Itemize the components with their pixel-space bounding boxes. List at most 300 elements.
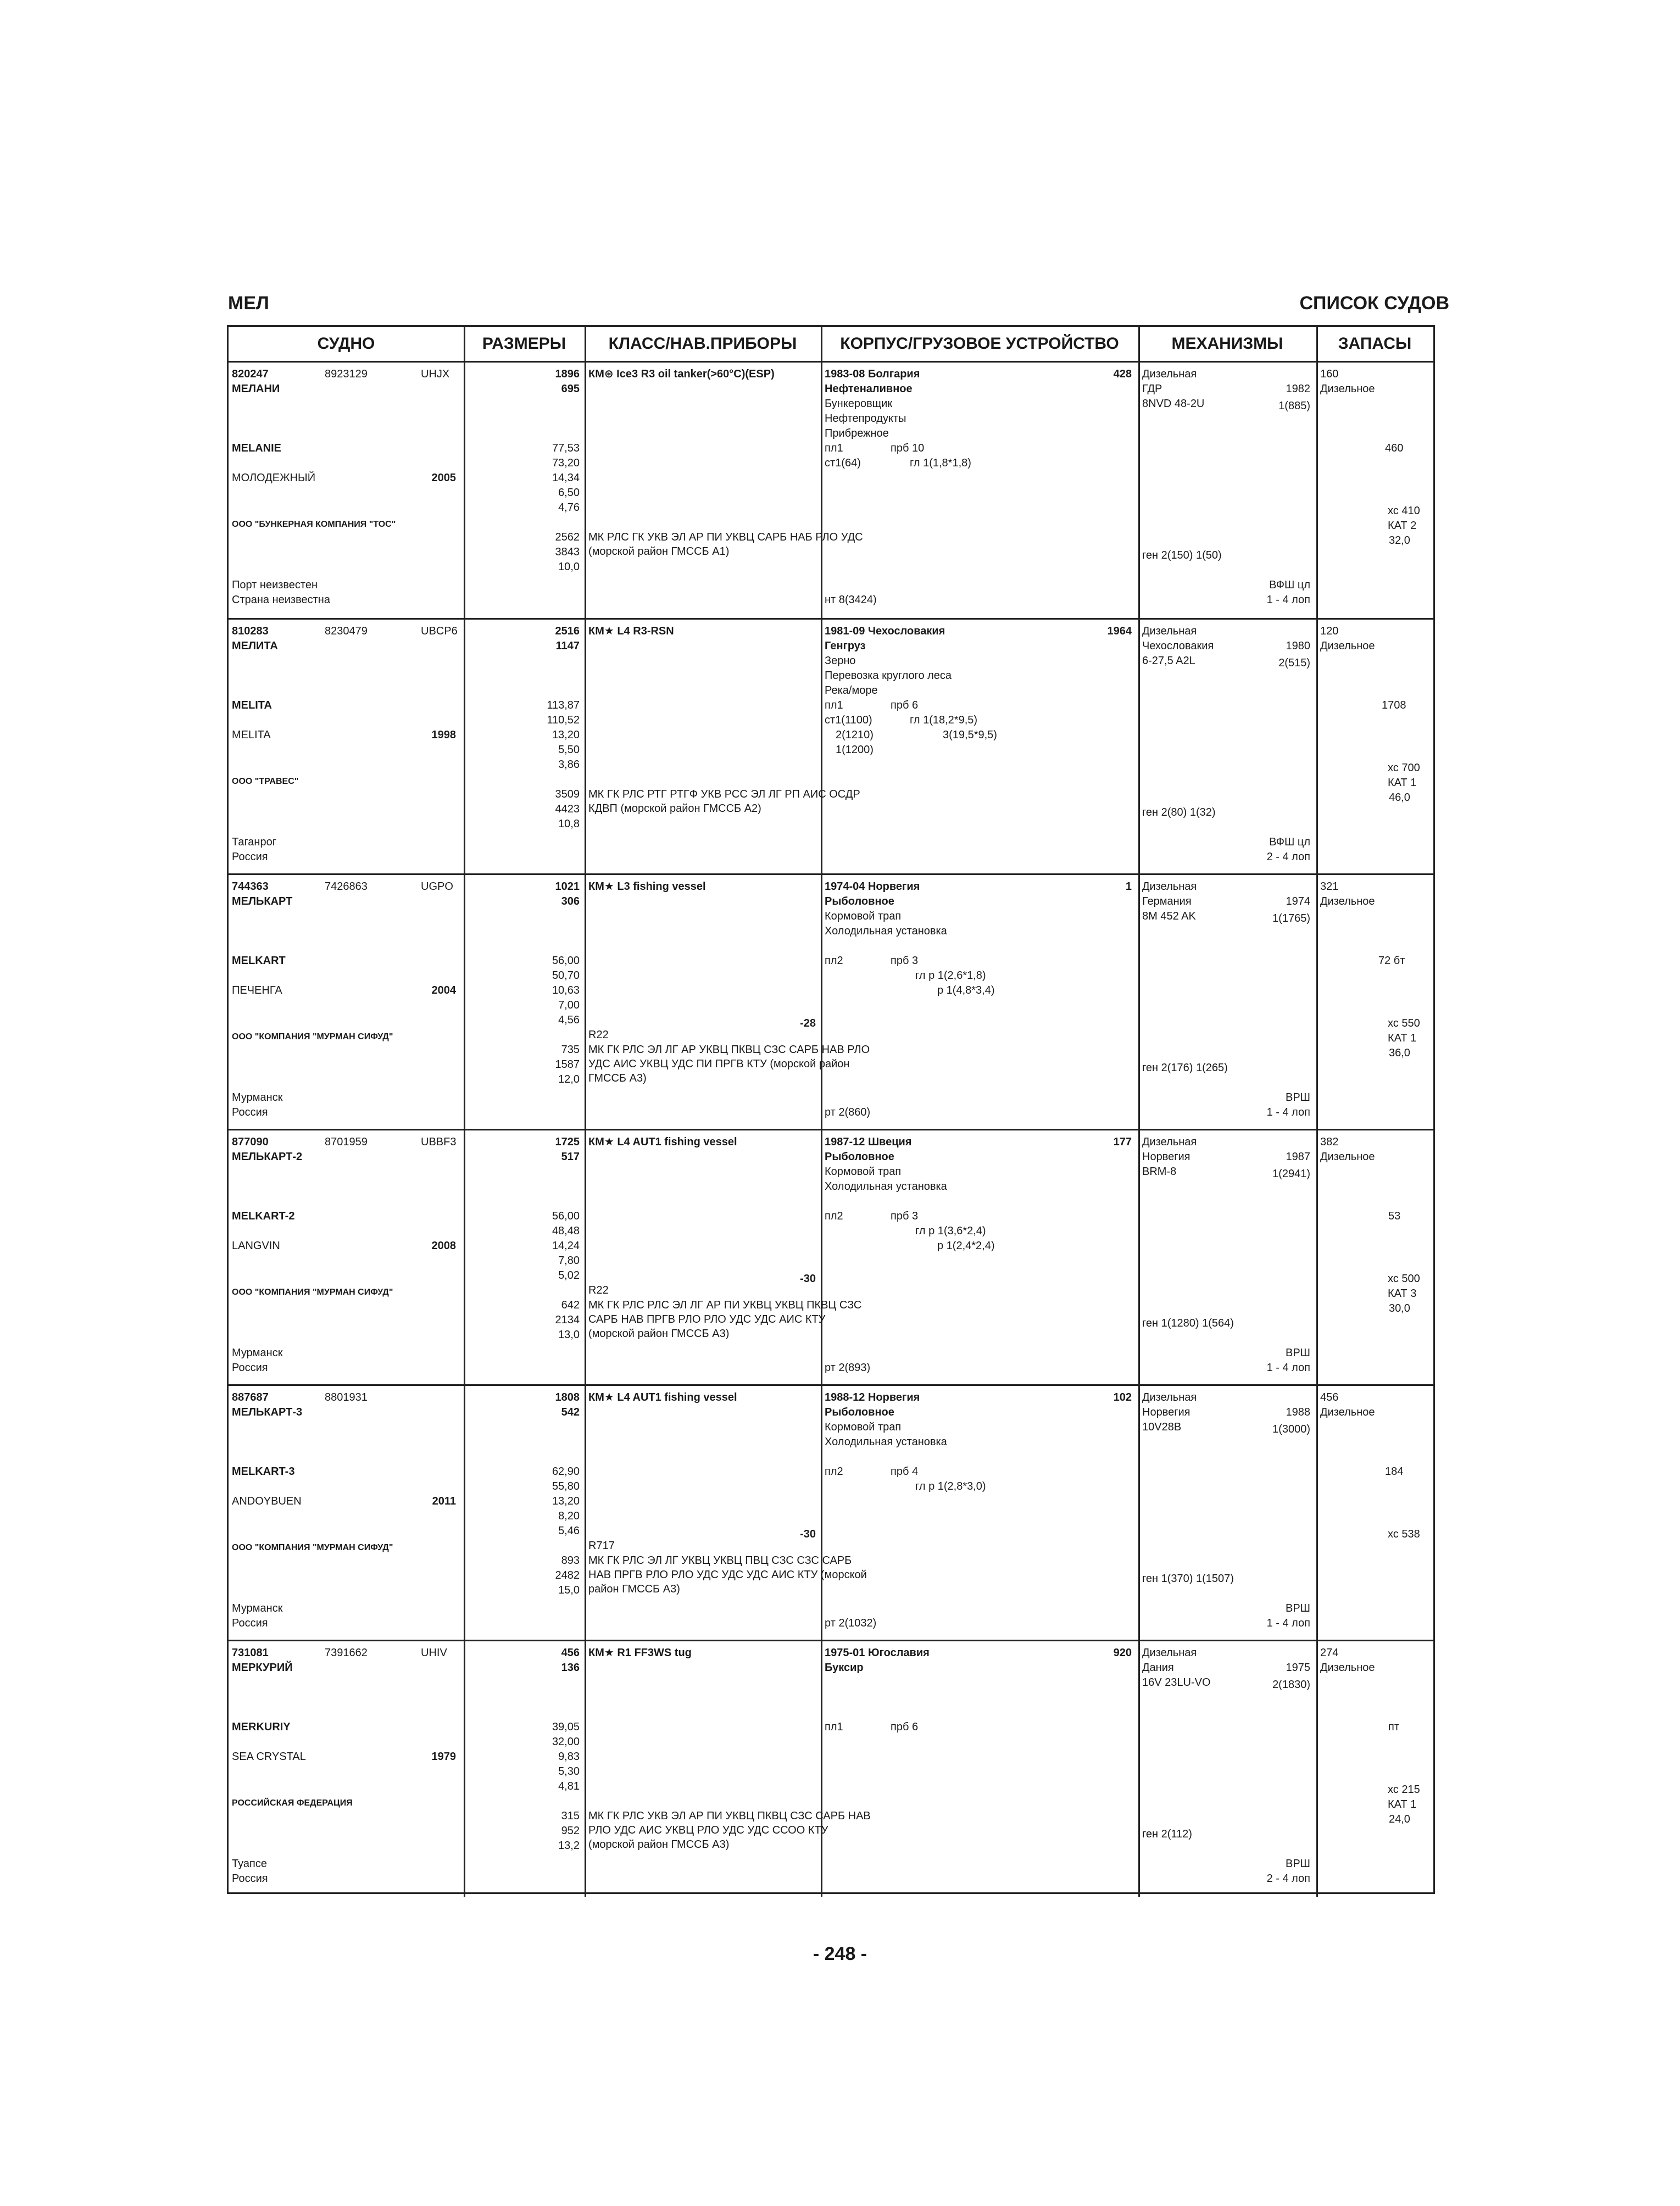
category: КАТ 3 xyxy=(1388,1288,1417,1300)
class-extra: R22 xyxy=(588,1029,609,1041)
engine-type: Дизельная xyxy=(1142,625,1197,637)
engine-model: BRM-8 xyxy=(1142,1166,1177,1178)
ship-country: Россия xyxy=(232,1362,268,1374)
dimension-value: 4,81 xyxy=(558,1780,580,1792)
ship-country: Россия xyxy=(232,851,268,863)
ship-previous-name: SEA CRYSTAL xyxy=(232,1751,306,1763)
dimension-value: 5,46 xyxy=(558,1525,580,1537)
generators: ген 1(370) 1(1507) xyxy=(1142,1573,1234,1585)
decks: пл1 xyxy=(825,699,843,711)
ship-imo: 8701959 xyxy=(325,1136,368,1148)
ship-previous-year: 2004 xyxy=(431,984,456,996)
yard-number: 1 xyxy=(1125,881,1132,893)
range: хс 500 xyxy=(1388,1273,1420,1285)
page-header-left: МЕЛ xyxy=(228,293,269,314)
column-divider xyxy=(585,875,586,1130)
water-capacity: 53 xyxy=(1388,1210,1401,1222)
ship-previous-name: МОЛОДЕЖНЫЙ xyxy=(232,472,316,484)
column-divider xyxy=(821,327,822,363)
engine-country: Норвегия xyxy=(1142,1151,1191,1163)
ship-latin-name: MELKART xyxy=(232,955,286,967)
hatch-2: р 1(4,8*3,4) xyxy=(937,984,995,996)
ship-name: МЕРКУРИЙ xyxy=(232,1662,293,1674)
cargo-tanks: нт 8(3424) xyxy=(825,594,877,606)
column-divider xyxy=(464,363,465,618)
water-capacity: 72 бт xyxy=(1378,955,1405,967)
dimension-value: 5,50 xyxy=(558,744,580,756)
dimension-value: 13,2 xyxy=(558,1840,580,1852)
ship-owner: ООО "КОМПАНИЯ "МУРМАН СИФУД" xyxy=(232,1543,393,1552)
class-extra: R717 xyxy=(588,1540,615,1552)
fuel-type: Дизельное xyxy=(1320,1151,1375,1163)
column-header-ship: СУДНО xyxy=(229,327,464,363)
page-header-right: СПИСОК СУДОВ xyxy=(1299,293,1449,314)
engine-country: ГДР xyxy=(1142,383,1162,395)
water-capacity: 460 xyxy=(1385,442,1404,454)
column-header-hull: КОРПУС/ГРУЗОВОЕ УСТРОЙСТВО xyxy=(821,327,1138,363)
ship-imo: 8923129 xyxy=(325,368,368,380)
build-date-country: 1974-04 Норвегия xyxy=(825,881,920,893)
propeller: ВРШ xyxy=(1285,1858,1310,1870)
dimension-value: 56,00 xyxy=(552,1210,580,1222)
ship-owner: ООО "ТРАВЕС" xyxy=(232,777,299,786)
dimension-value: 456 xyxy=(561,1647,580,1659)
class-notation: КМ★ L4 AUT1 fishing vessel xyxy=(588,1391,737,1403)
column-divider xyxy=(821,1641,822,1897)
column-divider xyxy=(585,1386,586,1641)
vessel-type: Рыболовное xyxy=(825,1406,894,1418)
ship-previous-year: 2011 xyxy=(432,1495,456,1507)
hold: ст1(64) xyxy=(825,457,861,469)
column-divider xyxy=(821,620,822,875)
dimension-value: 4,76 xyxy=(558,502,580,514)
ship-reg-number: 877090 xyxy=(232,1136,269,1148)
ship-previous-year: 1998 xyxy=(431,729,456,741)
cargo-tanks: рт 2(860) xyxy=(825,1106,871,1118)
ship-previous-year: 1979 xyxy=(431,1751,456,1763)
build-date-country: 1981-09 Чехословакия xyxy=(825,625,945,637)
column-divider xyxy=(464,1641,465,1897)
class-notation: КМ★ L3 fishing vessel xyxy=(588,881,706,893)
generators: ген 2(80) 1(32) xyxy=(1142,806,1216,818)
engine-power: 1(885) xyxy=(1278,400,1310,412)
water-capacity: пт xyxy=(1388,1721,1399,1733)
ship-previous-name: ПЕЧЕНГА xyxy=(232,984,282,996)
range: хс 410 xyxy=(1388,505,1420,517)
propeller-blades: 1 - 4 лоп xyxy=(1266,1617,1310,1629)
category: КАТ 1 xyxy=(1388,1032,1417,1044)
engine-year: 1987 xyxy=(1286,1151,1310,1163)
dimension-value: 56,00 xyxy=(552,955,580,967)
dimension-value: 73,20 xyxy=(552,457,580,469)
yard-number: 177 xyxy=(1113,1136,1132,1148)
ship-previous-name: ANDOYBUEN xyxy=(232,1495,302,1507)
engine-type: Дизельная xyxy=(1142,1391,1197,1403)
navigation-equipment: МК ГК РЛС РЛС ЭЛ ЛГ АР ПИ УКВЦ УКВЦ ПКВЦ СЗС САРБ НАВ ПРГВ РЛО РЛО УДС УДС АИС КТУ (морской район ГМССБ А3) xyxy=(588,1299,862,1340)
ice-temperature: -30 xyxy=(800,1273,816,1285)
hatch-2: р 1(2,4*2,4) xyxy=(937,1240,995,1252)
dimension-value: 7,00 xyxy=(558,999,580,1011)
ice-temperature: -28 xyxy=(800,1017,816,1029)
vessel-purpose: Нефтепродукты xyxy=(825,413,906,425)
deck-detail: прб 6 xyxy=(891,1721,919,1733)
category-value: 32,0 xyxy=(1389,534,1410,547)
category: КАТ 2 xyxy=(1388,520,1417,532)
fuel-capacity: 160 xyxy=(1320,368,1339,380)
dimension-value: 1725 xyxy=(555,1136,580,1148)
ice-temperature: -30 xyxy=(800,1528,816,1540)
class-extra: R22 xyxy=(588,1284,609,1296)
build-date-country: 1988-12 Норвегия xyxy=(825,1391,920,1403)
dimension-value: 15,0 xyxy=(558,1584,580,1596)
engine-model: 8M 452 AK xyxy=(1142,910,1196,922)
decks: пл2 xyxy=(825,955,843,967)
propeller-blades: 2 - 4 лоп xyxy=(1266,1873,1310,1885)
propeller-blades: 1 - 4 лоп xyxy=(1266,1106,1310,1118)
ship-call-sign: UHIV xyxy=(421,1647,447,1659)
dimension-value: 39,05 xyxy=(552,1721,580,1733)
vessel-purpose: Бункеровщик xyxy=(825,398,893,410)
vessel-type: Рыболовное xyxy=(825,1151,894,1163)
range: хс 550 xyxy=(1388,1017,1420,1029)
dimension-value: 10,63 xyxy=(552,984,580,996)
dimension-value: 1896 xyxy=(555,368,580,380)
dimension-value: 1021 xyxy=(555,881,580,893)
dimension-value: 5,30 xyxy=(558,1765,580,1778)
range: хс 700 xyxy=(1388,762,1420,774)
dimension-value: 12,0 xyxy=(558,1073,580,1085)
ship-port: Мурманск xyxy=(232,1347,283,1359)
ship-previous-name: MELITA xyxy=(232,729,271,741)
dimension-value: 32,00 xyxy=(552,1736,580,1748)
dimension-value: 315 xyxy=(561,1810,580,1822)
ship-name: МЕЛЬКАРТ-3 xyxy=(232,1406,303,1418)
decks: пл2 xyxy=(825,1466,843,1478)
dimension-value: 2134 xyxy=(555,1314,580,1326)
dimension-value: 10,8 xyxy=(558,818,580,830)
deck-detail: прб 3 xyxy=(891,955,919,967)
class-notation: КМ⊛ Ice3 R3 oil tanker(>60°C)(ESP) xyxy=(588,368,775,380)
ship-record xyxy=(229,1640,1433,1897)
column-header-stores: ЗАПАСЫ xyxy=(1316,327,1433,363)
dimension-value: 1147 xyxy=(555,640,580,652)
range: хс 215 xyxy=(1388,1784,1420,1796)
ship-latin-name: MELKART-3 xyxy=(232,1466,295,1478)
ship-name: МЕЛИТА xyxy=(232,640,278,652)
dimension-value: 113,87 xyxy=(547,699,580,711)
ship-reg-number: 810283 xyxy=(232,625,269,637)
cargo-tanks: рт 2(1032) xyxy=(825,1617,877,1629)
column-divider xyxy=(1138,363,1140,618)
fuel-capacity: 120 xyxy=(1320,625,1339,637)
ship-call-sign: UBCP6 xyxy=(421,625,458,637)
column-divider xyxy=(1316,363,1318,618)
dimension-value: 952 xyxy=(561,1825,580,1837)
vessel-purpose: Перевозка круглого леса xyxy=(825,670,952,682)
dimension-value: 7,80 xyxy=(558,1255,580,1267)
dimension-value: 5,02 xyxy=(558,1269,580,1282)
dimension-value: 110,52 xyxy=(547,714,580,726)
fuel-type: Дизельное xyxy=(1320,640,1375,652)
ship-reg-number: 887687 xyxy=(232,1391,269,1403)
ship-port: Мурманск xyxy=(232,1602,283,1614)
dimension-value: 2516 xyxy=(555,625,580,637)
vessel-type: Буксир xyxy=(825,1662,864,1674)
decks: пл2 xyxy=(825,1210,843,1222)
engine-model: 16V 23LU-VO xyxy=(1142,1676,1211,1689)
yard-number: 428 xyxy=(1113,368,1132,380)
ship-owner: ООО "БУНКЕРНАЯ КОМПАНИЯ "ТОС" xyxy=(232,520,396,529)
column-divider xyxy=(1316,1130,1318,1386)
navigation-equipment: МК ГК РЛС ЭЛ ЛГ УКВЦ УКВЦ ПВЦ СЗС СЗС САРБ НАВ ПРГВ РЛО РЛО УДС УДС УДС АИС КТУ (морской район ГМССБ А3) xyxy=(588,1555,867,1595)
deck-detail: прб 3 xyxy=(891,1210,919,1222)
dimension-value: 13,20 xyxy=(552,729,580,741)
dimension-value: 10,0 xyxy=(558,561,580,573)
engine-year: 1980 xyxy=(1286,640,1310,652)
ship-owner: ООО "КОМПАНИЯ "МУРМАН СИФУД" xyxy=(232,1288,393,1297)
propeller-blades: 1 - 4 лоп xyxy=(1266,1362,1310,1374)
deck-detail: прб 10 xyxy=(891,442,925,454)
engine-country: Чехословакия xyxy=(1142,640,1214,652)
vessel-purpose: Зерно xyxy=(825,655,856,667)
hatch: гл 1(1,8*1,8) xyxy=(910,457,971,469)
class-notation: КМ★ L4 AUT1 fishing vessel xyxy=(588,1136,737,1148)
yard-number: 1964 xyxy=(1107,625,1132,637)
hatch: гл р 1(2,8*3,0) xyxy=(915,1480,986,1492)
category: КАТ 1 xyxy=(1388,777,1417,789)
dimension-value: 48,48 xyxy=(552,1225,580,1237)
dimension-value: 6,50 xyxy=(558,487,580,499)
dimension-value: 4,56 xyxy=(558,1014,580,1026)
vessel-purpose: Прибрежное xyxy=(825,427,889,439)
fuel-capacity: 321 xyxy=(1320,881,1339,893)
engine-type: Дизельная xyxy=(1142,1647,1197,1659)
engine-type: Дизельная xyxy=(1142,368,1197,380)
ship-latin-name: MELANIE xyxy=(232,442,281,454)
build-date-country: 1987-12 Швеция xyxy=(825,1136,912,1148)
ship-reg-number: 820247 xyxy=(232,368,269,380)
build-date-country: 1983-08 Болгария xyxy=(825,368,920,380)
column-header-class: КЛАСС/НАВ.ПРИБОРЫ xyxy=(585,327,821,363)
ship-record xyxy=(229,873,1433,1130)
ship-port: Таганрог xyxy=(232,836,277,848)
propeller: ВРШ xyxy=(1285,1091,1310,1104)
deck-detail: прб 6 xyxy=(891,699,919,711)
ship-call-sign: UBBF3 xyxy=(421,1136,457,1148)
column-divider xyxy=(821,1130,822,1386)
column-divider xyxy=(585,1130,586,1386)
engine-type: Дизельная xyxy=(1142,881,1197,893)
dimension-value: 8,20 xyxy=(558,1510,580,1522)
decks: пл1 xyxy=(825,442,843,454)
column-divider xyxy=(1138,875,1140,1130)
ship-call-sign: UGPO xyxy=(421,881,453,893)
column-divider xyxy=(1138,620,1140,875)
column-divider xyxy=(1316,1641,1318,1897)
engine-country: Дания xyxy=(1142,1662,1174,1674)
ship-port: Туапсе xyxy=(232,1858,267,1870)
engine-type: Дизельная xyxy=(1142,1136,1197,1148)
ship-country: Россия xyxy=(232,1106,268,1118)
dimension-value: 3509 xyxy=(555,788,580,800)
engine-year: 1982 xyxy=(1286,383,1310,395)
hatch: гл р 1(2,6*1,8) xyxy=(915,970,986,982)
vessel-purpose: Кормовой трап xyxy=(825,910,902,922)
column-header-machinery: МЕХАНИЗМЫ xyxy=(1138,327,1316,363)
column-divider xyxy=(1138,1641,1140,1897)
fuel-capacity: 456 xyxy=(1320,1391,1339,1403)
fuel-capacity: 274 xyxy=(1320,1647,1339,1659)
ship-imo: 7426863 xyxy=(325,881,368,893)
generators: ген 2(176) 1(265) xyxy=(1142,1062,1228,1074)
ship-record xyxy=(229,363,1433,618)
column-divider xyxy=(464,1386,465,1641)
ship-previous-year: 2005 xyxy=(431,472,456,484)
vessel-type: Генгруз xyxy=(825,640,866,652)
navigation-equipment: МК ГК РЛС ЭЛ ЛГ АР УКВЦ ПКВЦ СЗС САРБ НАВ РЛО УДС АИС УКВЦ УДС ПИ ПРГВ КТУ (морской район ГМССБ А3) xyxy=(588,1044,870,1084)
fuel-type: Дизельное xyxy=(1320,1662,1375,1674)
fuel-capacity: 382 xyxy=(1320,1136,1339,1148)
ship-previous-year: 2008 xyxy=(431,1240,456,1252)
category-value: 30,0 xyxy=(1389,1302,1410,1314)
ship-latin-name: MELITA xyxy=(232,699,272,711)
column-divider xyxy=(585,620,586,875)
hold: ст1(1100) xyxy=(825,714,872,726)
vessel-purpose: Река/море xyxy=(825,684,878,697)
category-value: 24,0 xyxy=(1389,1813,1410,1825)
ship-country: Страна неизвестна xyxy=(232,594,330,606)
build-date-country: 1975-01 Югославия xyxy=(825,1647,930,1659)
dimension-value: 3,86 xyxy=(558,759,580,771)
ship-latin-name: MELKART-2 xyxy=(232,1210,295,1222)
ship-latin-name: MERKURIY xyxy=(232,1721,291,1733)
engine-country: Норвегия xyxy=(1142,1406,1191,1418)
ship-country: Россия xyxy=(232,1617,268,1629)
ship-record xyxy=(229,1384,1433,1641)
propeller: ВРШ xyxy=(1285,1602,1310,1614)
ship-owner: ООО "КОМПАНИЯ "МУРМАН СИФУД" xyxy=(232,1032,393,1041)
column-divider xyxy=(464,327,465,363)
category-value: 36,0 xyxy=(1389,1047,1410,1059)
ship-imo: 7391662 xyxy=(325,1647,368,1659)
column-divider xyxy=(821,1386,822,1641)
generators: ген 2(112) xyxy=(1142,1828,1192,1840)
propeller: ВРШ xyxy=(1285,1347,1310,1359)
propeller: ВФШ цл xyxy=(1269,836,1310,848)
dimension-value: 642 xyxy=(561,1299,580,1311)
vessel-type: Рыболовное xyxy=(825,895,894,907)
engine-country: Германия xyxy=(1142,895,1192,907)
range: хс 538 xyxy=(1388,1528,1420,1540)
ship-record xyxy=(229,618,1433,875)
dimension-value: 9,83 xyxy=(558,1751,580,1763)
ship-previous-name: LANGVIN xyxy=(232,1240,280,1252)
propeller-blades: 1 - 4 лоп xyxy=(1266,594,1310,606)
engine-model: 8NVD 48-2U xyxy=(1142,398,1205,410)
generators: ген 2(150) 1(50) xyxy=(1142,549,1222,561)
hatch-2: 3(19,5*9,5) xyxy=(943,729,997,741)
ship-record xyxy=(229,1129,1433,1386)
engine-year: 1988 xyxy=(1286,1406,1310,1418)
dimension-value: 2562 xyxy=(555,531,580,543)
navigation-equipment: МК ГК РЛС УКВ ЭЛ АР ПИ УКВЦ ПКВЦ СЗС САРБ НАВ РЛО УДС АИС УКВЦ РЛО УДС УДС ССОО КТУ (морской район ГМССБ А3) xyxy=(588,1810,871,1851)
dimension-value: 4423 xyxy=(555,803,580,815)
hatch: гл 1(18,2*9,5) xyxy=(910,714,978,726)
vessel-purpose: Холодильная установка xyxy=(825,925,947,937)
engine-power: 2(515) xyxy=(1278,657,1310,669)
dimension-value: 1808 xyxy=(555,1391,580,1403)
navigation-equipment: МК ГК РЛС РТГ РТГФ УКВ РСС ЭЛ ЛГ РП АИС ОСДР КДВП (морской район ГМССБ А2) xyxy=(588,788,860,815)
ship-reg-number: 744363 xyxy=(232,881,269,893)
dimension-value: 14,24 xyxy=(552,1240,580,1252)
engine-model: 6-27,5 A2L xyxy=(1142,655,1195,667)
ship-owner: РОССИЙСКАЯ ФЕДЕРАЦИЯ xyxy=(232,1798,353,1808)
page-number: - 248 - xyxy=(813,1943,867,1964)
deck-detail: прб 4 xyxy=(891,1466,919,1478)
column-divider xyxy=(585,327,586,363)
water-capacity: 1708 xyxy=(1382,699,1406,711)
vessel-purpose: Кормовой трап xyxy=(825,1421,902,1433)
category-value: 46,0 xyxy=(1389,792,1410,804)
vessel-type: Нефтеналивное xyxy=(825,383,913,395)
vessel-purpose: Холодильная установка xyxy=(825,1436,947,1448)
column-divider xyxy=(1138,327,1140,363)
dimension-value: 1587 xyxy=(555,1059,580,1071)
column-divider xyxy=(585,363,586,618)
class-notation: КМ★ R1 FF3WS tug xyxy=(588,1647,692,1659)
ship-imo: 8801931 xyxy=(325,1391,368,1403)
dimension-value: 13,20 xyxy=(552,1495,580,1507)
hold-2: 2(1210) xyxy=(836,729,874,741)
dimension-value: 136 xyxy=(561,1662,580,1674)
dimension-value: 517 xyxy=(561,1151,580,1163)
column-divider xyxy=(464,1130,465,1386)
ship-name: МЕЛЬКАРТ-2 xyxy=(232,1151,303,1163)
column-divider xyxy=(1316,327,1318,363)
dimension-value: 893 xyxy=(561,1555,580,1567)
ship-imo: 8230479 xyxy=(325,625,368,637)
dimension-value: 695 xyxy=(561,383,580,395)
ship-call-sign: UHJX xyxy=(421,368,450,380)
engine-model: 10V28B xyxy=(1142,1421,1182,1433)
ship-country: Россия xyxy=(232,1873,268,1885)
cargo-tanks: рт 2(893) xyxy=(825,1362,871,1374)
fuel-type: Дизельное xyxy=(1320,383,1375,395)
column-divider xyxy=(1316,875,1318,1130)
ship-name: МЕЛЬКАРТ xyxy=(232,895,293,907)
dimension-value: 50,70 xyxy=(552,970,580,982)
dimension-value: 62,90 xyxy=(552,1466,580,1478)
dimension-value: 735 xyxy=(561,1044,580,1056)
ship-port: Порт неизвестен xyxy=(232,579,318,591)
column-divider xyxy=(821,363,822,618)
navigation-equipment: МК РЛС ГК УКВ ЭЛ АР ПИ УКВЦ САРБ НАБ РЛО УДС (морской район ГМССБ А1) xyxy=(588,531,863,558)
engine-year: 1975 xyxy=(1286,1662,1310,1674)
ships-table xyxy=(227,325,1435,1894)
fuel-type: Дизельное xyxy=(1320,895,1375,907)
propeller-blades: 2 - 4 лоп xyxy=(1266,851,1310,863)
decks: пл1 xyxy=(825,1721,843,1733)
fuel-type: Дизельное xyxy=(1320,1406,1375,1418)
engine-power: 1(3000) xyxy=(1272,1423,1310,1435)
column-divider xyxy=(1316,620,1318,875)
dimension-value: 3843 xyxy=(555,546,580,558)
dimension-value: 55,80 xyxy=(552,1480,580,1492)
hold-3: 1(1200) xyxy=(836,744,874,756)
dimension-value: 542 xyxy=(561,1406,580,1418)
ship-name: МЕЛАНИ xyxy=(232,383,280,395)
column-divider xyxy=(821,875,822,1130)
